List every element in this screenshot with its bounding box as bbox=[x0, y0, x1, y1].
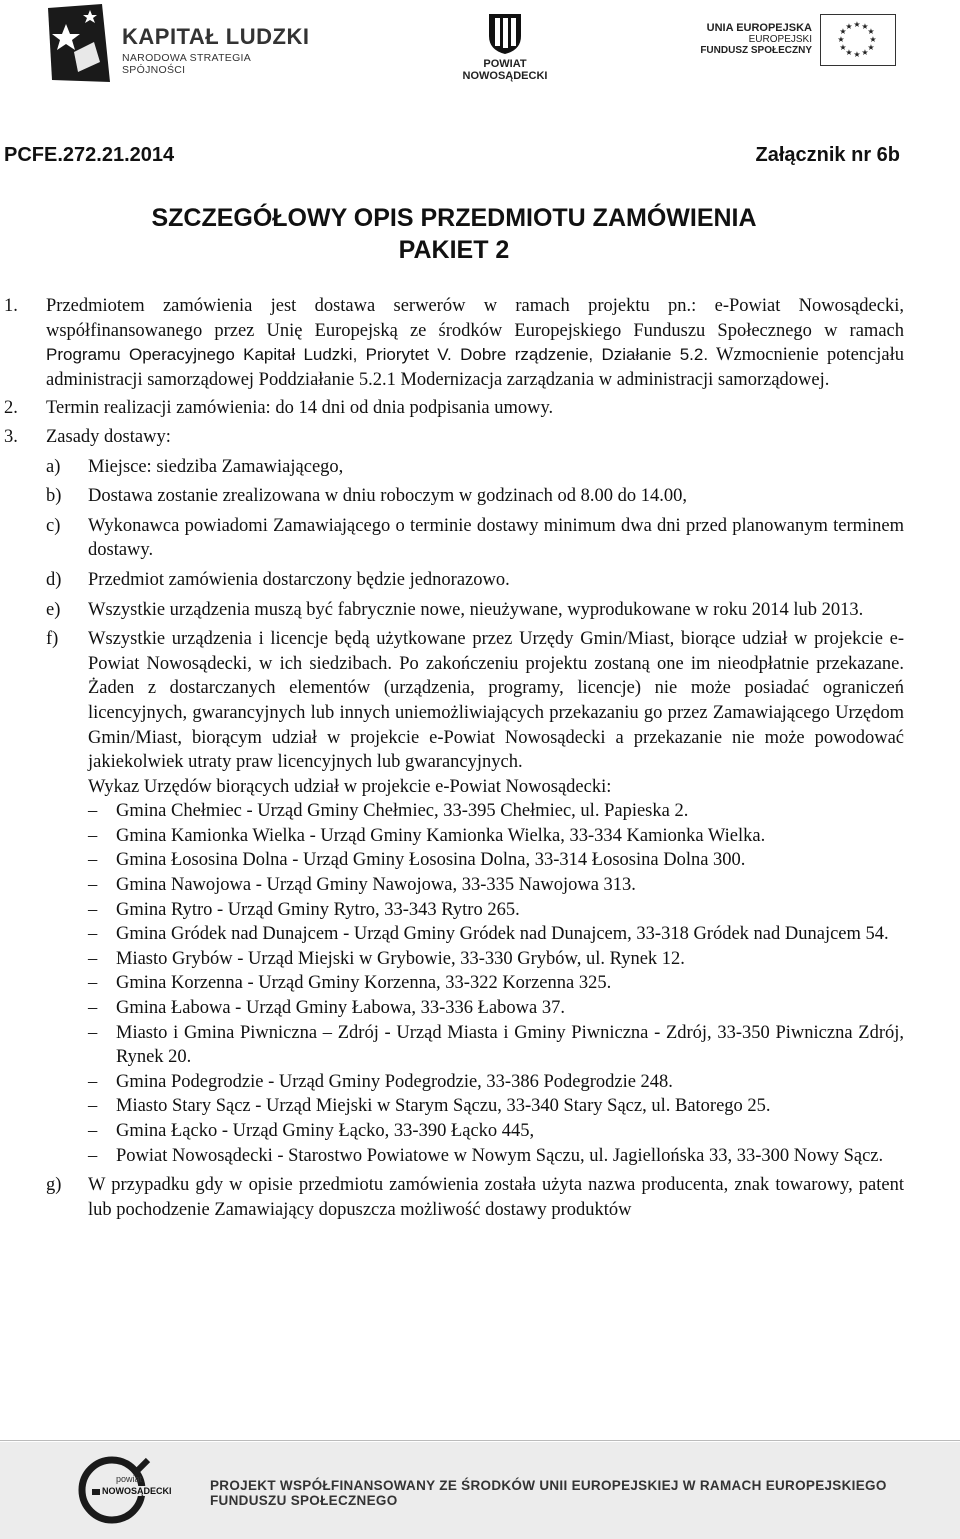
svg-text:★: ★ bbox=[845, 48, 853, 57]
office-text: Gmina Korzenna - Urząd Gminy Korzenna, 33-322 Korzenna 325. bbox=[116, 973, 612, 994]
office-item bbox=[0, 947, 904, 972]
dash-mark: – bbox=[88, 825, 98, 846]
svg-text:★: ★ bbox=[839, 43, 847, 52]
office-text: Miasto i Gmina Piwniczna – Zdrój - Urząd Miasta i Gminy Piwniczna - Zdrój, 33-350 Piwniczna Zdrój, Rynek 20. bbox=[116, 1022, 904, 1068]
dash-mark: – bbox=[88, 998, 98, 1019]
sub-item-letter: f) bbox=[46, 629, 59, 650]
svg-text:★: ★ bbox=[853, 20, 861, 29]
sub-item-text: Wykonawca powiadomi Zamawiającego o terminie dostawy minimum dwa dni przed planowanym terminem dostawy. bbox=[88, 515, 904, 561]
office-text: Powiat Nowosądecki - Starostwo Powiatowe w Nowym Sączu, ul. Jagiellońska 33, 33-300 Nowy Sącz. bbox=[116, 1145, 884, 1166]
office-text: Gmina Nawojowa - Urząd Gminy Nawojowa, 33-335 Nawojowa 313. bbox=[116, 875, 636, 896]
offices-intro: Wykaz Urzędów biorących udział w projekcie e-Powiat Nowosądecki: bbox=[88, 776, 612, 797]
office-item bbox=[0, 1094, 904, 1119]
item-number: 3. bbox=[4, 426, 18, 447]
item-text: Zasady dostawy: bbox=[46, 426, 171, 447]
dash-mark: – bbox=[88, 899, 98, 920]
office-item bbox=[0, 922, 904, 947]
svg-text:★: ★ bbox=[839, 27, 847, 36]
office-text: Gmina Chełmiec - Urząd Gminy Chełmiec, 33-395 Chełmiec, ul. Papieska 2. bbox=[116, 801, 689, 822]
e-powiat-small-label: powiat bbox=[116, 1474, 143, 1484]
dash-mark: – bbox=[88, 948, 98, 969]
dash-mark: – bbox=[88, 875, 98, 896]
svg-text:★: ★ bbox=[867, 43, 875, 52]
dash-mark: – bbox=[88, 801, 98, 822]
svg-text:★: ★ bbox=[853, 50, 861, 59]
svg-text:★: ★ bbox=[861, 22, 869, 31]
dash-mark: – bbox=[88, 850, 98, 871]
sub-item-text: W przypadku gdy w opisie przedmiotu zamówienia została użyta nazwa producenta, znak towarowy, patent lub pochodzenie Zamawiający dopuszcza możliwość dostawy produktów bbox=[88, 1175, 904, 1220]
document-title: SZCZEGÓŁOWY OPIS PRZEDMIOTU ZAMÓWIENIA bbox=[151, 204, 757, 232]
sub-item-letter: b) bbox=[46, 486, 62, 507]
powiat-label: POWIAT NOWOSĄDECKI bbox=[462, 58, 548, 82]
powiat-nowosadecki-logo bbox=[440, 12, 570, 82]
office-text: Miasto Grybów - Urząd Miejski w Grybowie, 33-330 Grybów, ul. Rynek 12. bbox=[116, 948, 685, 969]
svg-text:★: ★ bbox=[867, 27, 875, 36]
document-body bbox=[0, 294, 960, 1222]
sub-item-a bbox=[0, 455, 904, 480]
sub-item-g bbox=[0, 1173, 904, 1222]
office-text: Gmina Kamionka Wielka - Urząd Gminy Kamionka Wielka, 33-334 Kamionka Wielka. bbox=[116, 825, 766, 846]
office-text: Gmina Łososina Dolna - Urząd Gminy Łososina Dolna, 33-314 Łososina Dolna 300. bbox=[116, 850, 746, 871]
dash-mark: – bbox=[88, 1096, 98, 1117]
list-item-1 bbox=[0, 294, 904, 392]
item-text: Termin realizacji zamówienia: do 14 dni od dnia podpisania umowy. bbox=[46, 398, 554, 419]
office-item bbox=[0, 873, 904, 898]
dash-mark: – bbox=[88, 924, 98, 945]
sub-item-letter: a) bbox=[46, 456, 61, 477]
attachment-label: Załącznik nr 6b bbox=[755, 144, 900, 166]
dash-mark: – bbox=[88, 1121, 98, 1141]
kapital-ludzki-logo bbox=[44, 2, 314, 84]
sub-item-e bbox=[0, 598, 904, 623]
item-number: 1. bbox=[4, 296, 18, 316]
reference-number: PCFE.272.21.2014 bbox=[4, 144, 175, 166]
ue-line-3: FUNDUSZ SPOŁECZNY bbox=[700, 45, 812, 56]
kapital-ludzki-title: KAPITAŁ LUDZKI bbox=[122, 24, 310, 49]
document-subtitle: PAKIET 2 bbox=[398, 236, 510, 264]
dash-mark: – bbox=[88, 1145, 98, 1166]
svg-text:★: ★ bbox=[869, 35, 877, 44]
office-item bbox=[0, 848, 904, 873]
office-text: Gmina Łącko - Urząd Gminy Łącko, 33-390 Łącko 445, bbox=[116, 1121, 535, 1141]
list-item-2 bbox=[0, 396, 904, 421]
sub-item-text: Wszystkie urządzenia i licencje będą użytkowane przez Urzędy Gmin/Miast, biorące udział w projekcie e-Powiat Nowosądecki, w ich siedzibach. Po zakończeniu projektu zostaną one im nieodpłatnie przekazane. Żaden z dostarczanych elementów (urządzenia, programy, licencje) nie może posiadać ograniczeń licencyjnych, gwarancyjnych lub innych uniemożliwiających przekazaniu go przez Zamawiającego Urzędom Gmin/Miast, biorącym udział w projekcie e-Powiat Nowosądecki a przekazanie nie może powodować jakiekolwiek utraty praw licencyjnych lub gwarancyjnych. bbox=[88, 629, 904, 773]
office-text: Gmina Gródek nad Dunajcem - Urząd Gminy Gródek nad Dunajcem, 33-318 Gródek nad Dunajcem 54. bbox=[116, 924, 889, 945]
item-text-cont: Wzmocnienie potencjału administracji samorządowej Poddziałanie 5.2.1 Modernizacja zarządzania w administracji samorządowej. bbox=[46, 345, 904, 390]
ue-line-2: EUROPEJSKI bbox=[748, 34, 812, 45]
item-text-program: Programu Operacyjnego Kapitał Ludzki, Priorytet V. Dobre rządzenie, Działanie 5.2. bbox=[46, 345, 709, 365]
svg-text:★: ★ bbox=[837, 35, 845, 44]
sub-item-letter: g) bbox=[46, 1175, 62, 1196]
e-powiat-logo bbox=[78, 1452, 172, 1534]
dash-mark: – bbox=[88, 1022, 98, 1043]
dash-mark: – bbox=[88, 973, 98, 994]
office-text: Gmina Rytro - Urząd Gminy Rytro, 33-343 Rytro 265. bbox=[116, 899, 520, 920]
office-item bbox=[0, 1070, 904, 1095]
footer-divider bbox=[0, 1440, 960, 1441]
eu-flag-icon bbox=[820, 14, 896, 66]
office-item bbox=[0, 1144, 904, 1169]
footer-banner bbox=[0, 1442, 960, 1539]
sub-item-f bbox=[0, 627, 904, 775]
unia-europejska-logo bbox=[700, 14, 900, 72]
ue-line-1: UNIA EUROPEJSKA bbox=[706, 22, 812, 34]
svg-text:★: ★ bbox=[861, 48, 869, 57]
sub-item-text: Przedmiot zamówienia dostarczony będzie jednorazowo. bbox=[88, 569, 510, 590]
sub-item-letter: c) bbox=[46, 515, 61, 536]
sub-item-d bbox=[0, 568, 904, 593]
office-text: Gmina Łabowa - Urząd Gminy Łabowa, 33-336 Łabowa 37. bbox=[116, 998, 566, 1019]
sub-item-letter: d) bbox=[46, 569, 62, 590]
item-text: Przedmiotem zamówienia jest dostawa serwerów w ramach projektu pn.: e-Powiat Nowosądecki, współfinansowanego przez Unię Europejską ze środków Europejskiego Funduszu Społecznego w ramach bbox=[46, 296, 904, 341]
dash-mark: – bbox=[88, 1071, 98, 1092]
office-item bbox=[0, 996, 904, 1021]
sub-item-text: Miejsce: siedziba Zamawiającego, bbox=[88, 456, 344, 477]
office-item bbox=[0, 1119, 904, 1144]
office-item bbox=[0, 898, 904, 923]
office-text: Miasto Stary Sącz - Urząd Miejski w Starym Sączu, 33-340 Stary Sącz, ul. Batorego 25. bbox=[116, 1096, 771, 1117]
svg-text:★: ★ bbox=[845, 22, 853, 31]
sub-item-b bbox=[0, 484, 904, 509]
kapital-ludzki-subtitle: NARODOWA STRATEGIA SPÓJNOŚCI bbox=[122, 52, 251, 76]
sub-item-text: Wszystkie urządzenia muszą być fabrycznie nowe, nieużywane, wyprodukowane w roku 2014 lub 2013. bbox=[88, 599, 864, 620]
sub-item-text: Dostawa zostanie zrealizowana w dniu roboczym w godzinach od 8.00 do 14.00, bbox=[88, 486, 688, 507]
item-number: 2. bbox=[4, 398, 18, 419]
office-item bbox=[0, 1021, 904, 1070]
coat-of-arms-icon bbox=[487, 12, 523, 56]
office-text: Gmina Podegrodzie - Urząd Gminy Podegrodzie, 33-386 Podegrodzie 248. bbox=[116, 1071, 673, 1092]
sub-item-letter: e) bbox=[46, 599, 61, 620]
e-powiat-big-label: NOWOSĄDECKI bbox=[102, 1486, 172, 1496]
office-item bbox=[0, 971, 904, 996]
footer-project-text: PROJEKT WSPÓŁFINANSOWANY ZE ŚRODKÓW UNII EUROPEJSKIEJ W RAMACH EUROPEJSKIEGO FUNDUSZU SPOŁECZNEGO bbox=[210, 1478, 887, 1508]
office-item bbox=[0, 824, 904, 849]
office-item bbox=[0, 799, 904, 824]
sub-item-c bbox=[0, 514, 904, 563]
kapital-ludzki-emblem-icon bbox=[44, 2, 114, 84]
list-item-3 bbox=[0, 425, 904, 450]
